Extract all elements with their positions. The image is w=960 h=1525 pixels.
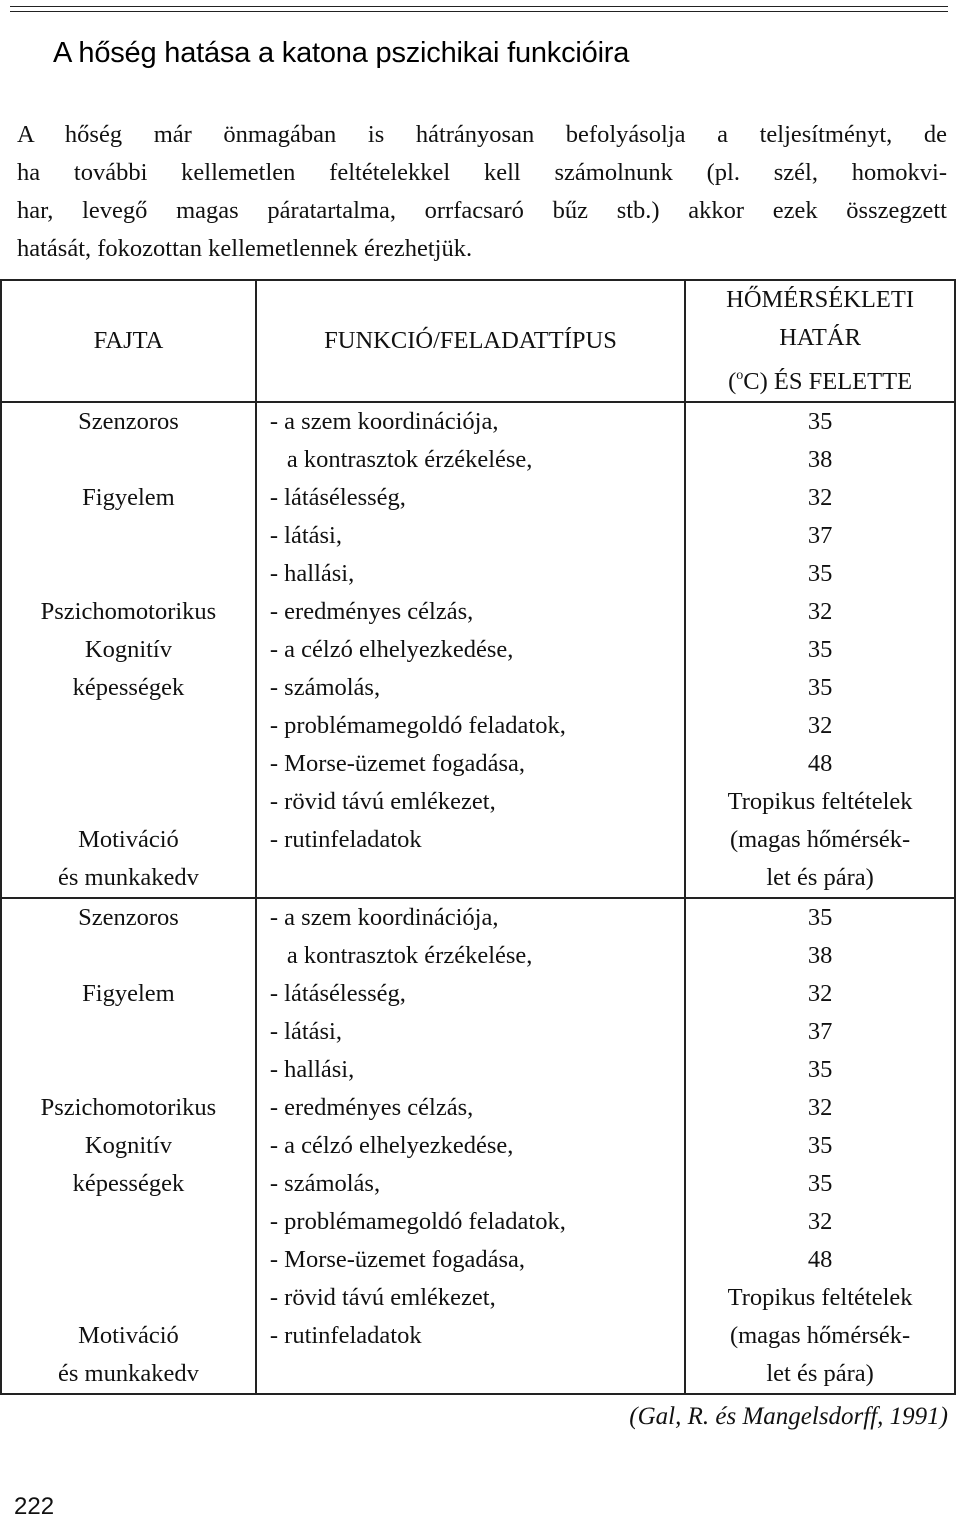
source-citation: (Gal, R. és Mangelsdorff, 1991) bbox=[629, 1403, 948, 1430]
type-cell-line bbox=[2, 1051, 255, 1089]
function-cell-line: - hallási, bbox=[269, 560, 355, 587]
header-threshold-line: HŐMÉRSÉKLETI bbox=[726, 286, 914, 313]
function-cell-line: - számolás, bbox=[269, 1170, 381, 1197]
header-threshold-unit: ($^o$C) ÉS FELETTE bbox=[728, 368, 913, 395]
type-cell-line: és munkakedv bbox=[58, 1360, 199, 1387]
function-cell-line: - látásélesség, bbox=[269, 484, 406, 511]
threshold-cell-line: (magas hőmérsék- bbox=[729, 1322, 911, 1349]
type-cell-line bbox=[2, 555, 255, 593]
type-cell bbox=[1, 898, 256, 1394]
type-cell-line: Szenzoros bbox=[78, 904, 179, 931]
threshold-cell-line: 32 bbox=[807, 598, 833, 625]
table-header-row bbox=[1, 280, 955, 402]
type-cell-line bbox=[2, 517, 255, 555]
type-cell-line: Figyelem bbox=[82, 980, 175, 1007]
type-cell-line: Szenzoros bbox=[78, 408, 179, 435]
threshold-cell-line: 35 bbox=[807, 1056, 833, 1083]
function-cell bbox=[256, 402, 685, 898]
function-cell-line: - problémamegoldó feladatok, bbox=[269, 712, 566, 739]
type-cell-line: Kognitív bbox=[84, 1132, 172, 1159]
header-type: FAJTA bbox=[1, 280, 256, 402]
function-cell-line: - látási, bbox=[269, 522, 342, 549]
function-cell-line: - látási, bbox=[269, 1018, 342, 1045]
function-cell-line: - rutinfeladatok bbox=[269, 1322, 422, 1349]
threshold-cell-line: 35 bbox=[807, 1132, 833, 1159]
type-cell-line: Motiváció bbox=[78, 826, 179, 853]
threshold-cell-line: 35 bbox=[807, 904, 833, 931]
type-cell-line bbox=[2, 937, 255, 975]
intro-line: hatását, fokozottan kellemetlennek érezhetjük. bbox=[17, 235, 473, 262]
type-cell-line: Figyelem bbox=[82, 484, 175, 511]
type-cell-line: képességek bbox=[72, 1170, 185, 1197]
function-cell-line: - rövid távú emlékezet, bbox=[269, 1284, 496, 1311]
type-cell-line bbox=[2, 1279, 255, 1317]
function-cell-line: - rövid távú emlékezet, bbox=[269, 788, 496, 815]
function-cell-line: - a szem koordinációja, bbox=[269, 904, 499, 931]
function-cell-line: a kontrasztok érzékelése, bbox=[286, 446, 533, 473]
table-row bbox=[1, 898, 955, 1394]
threshold-cell-line: 38 bbox=[807, 942, 833, 969]
threshold-cell-line: 48 bbox=[807, 1246, 833, 1273]
header-threshold-line: HATÁR bbox=[779, 324, 861, 351]
threshold-cell-line: 38 bbox=[807, 446, 833, 473]
function-cell-line: - eredményes célzás, bbox=[269, 598, 474, 625]
function-cell-line: - látásélesség, bbox=[269, 980, 406, 1007]
type-cell-line bbox=[2, 441, 255, 479]
threshold-cell-line: 35 bbox=[807, 560, 833, 587]
page-number: 222 bbox=[14, 1493, 55, 1520]
threshold-cell-line: 35 bbox=[807, 408, 833, 435]
top-rule bbox=[10, 6, 948, 7]
type-cell-line: képességek bbox=[72, 674, 185, 701]
threshold-cell-line: Tropikus feltételek bbox=[727, 788, 913, 815]
type-cell-line bbox=[2, 1203, 255, 1241]
type-cell bbox=[1, 402, 256, 898]
type-cell-line bbox=[2, 745, 255, 783]
top-rule-thin bbox=[10, 11, 948, 12]
type-cell-line: Kognitív bbox=[84, 636, 172, 663]
threshold-cell-line: 32 bbox=[807, 980, 833, 1007]
intro-line: ha további kellemetlen feltételekkel kell számolnunk (pl. szél, homokvi- bbox=[17, 159, 947, 186]
heat-effects-table bbox=[0, 279, 956, 1395]
threshold-cell-line: (magas hőmérsék- bbox=[729, 826, 911, 853]
function-cell-line: a kontrasztok érzékelése, bbox=[286, 942, 533, 969]
type-cell-line bbox=[2, 783, 255, 821]
threshold-cell bbox=[685, 898, 955, 1394]
threshold-cell-line: 32 bbox=[807, 1094, 833, 1121]
threshold-cell-line: let és pára) bbox=[766, 1360, 874, 1387]
threshold-cell-line: 32 bbox=[807, 1208, 833, 1235]
intro-line: A hőség már önmagában is hátrányosan befolyásolja a teljesítményt, de bbox=[17, 121, 947, 148]
threshold-cell-line: 37 bbox=[807, 522, 833, 549]
function-cell-line: - a célzó elhelyezkedése, bbox=[269, 636, 514, 663]
function-cell-line: - a célzó elhelyezkedése, bbox=[269, 1132, 514, 1159]
threshold-cell-line: 35 bbox=[807, 1170, 833, 1197]
type-cell-line: Motiváció bbox=[78, 1322, 179, 1349]
threshold-cell-line: 35 bbox=[807, 674, 833, 701]
header-threshold bbox=[685, 280, 955, 402]
page-title: A hőség hatása a katona pszichikai funkcióira bbox=[53, 37, 630, 69]
type-cell-line bbox=[2, 707, 255, 745]
type-cell-line bbox=[2, 1013, 255, 1051]
function-cell-line: - Morse-üzemet fogadása, bbox=[269, 1246, 525, 1273]
threshold-cell-line: 37 bbox=[807, 1018, 833, 1045]
function-cell-line: - rutinfeladatok bbox=[269, 826, 422, 853]
function-cell-line: - a szem koordinációja, bbox=[269, 408, 499, 435]
threshold-cell-line: 48 bbox=[807, 750, 833, 777]
function-cell-line: - eredményes célzás, bbox=[269, 1094, 474, 1121]
threshold-cell-line: 35 bbox=[807, 636, 833, 663]
header-function: FUNKCIÓ/FELADATTÍPUS bbox=[256, 280, 685, 402]
intro-paragraph bbox=[17, 116, 947, 268]
intro-line: har, levegő magas páratartalma, orrfacsaró bűz stb.) akkor ezek összegzett bbox=[17, 197, 947, 224]
table-row bbox=[1, 402, 955, 898]
type-cell-line: Pszichomotorikus bbox=[40, 598, 217, 625]
function-cell-line: - számolás, bbox=[269, 674, 381, 701]
function-cell-line: - hallási, bbox=[269, 1056, 355, 1083]
function-cell-line: - Morse-üzemet fogadása, bbox=[269, 750, 525, 777]
function-cell-line: - problémamegoldó feladatok, bbox=[269, 1208, 566, 1235]
threshold-cell-line: Tropikus feltételek bbox=[727, 1284, 913, 1311]
function-cell bbox=[256, 898, 685, 1394]
threshold-cell bbox=[685, 402, 955, 898]
threshold-cell-line: let és pára) bbox=[766, 864, 874, 891]
function-cell-line bbox=[270, 859, 684, 897]
function-cell-line bbox=[270, 1355, 684, 1393]
type-cell-line: Pszichomotorikus bbox=[40, 1094, 217, 1121]
threshold-cell-line: 32 bbox=[807, 712, 833, 739]
threshold-cell-line: 32 bbox=[807, 484, 833, 511]
type-cell-line: és munkakedv bbox=[58, 864, 199, 891]
type-cell-line bbox=[2, 1241, 255, 1279]
